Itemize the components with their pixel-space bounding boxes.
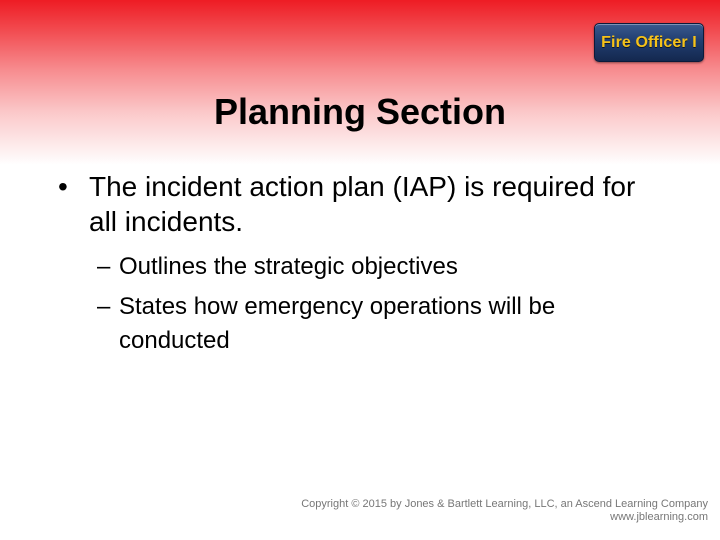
bullet-marker: • — [58, 171, 68, 202]
copyright-footer — [301, 498, 708, 524]
bullet-text: The incident action plan (IAP) is required for all incidents. — [89, 171, 636, 237]
sub-bullet-marker: – — [97, 293, 111, 320]
slide-title: Planning Section — [213, 91, 507, 132]
sub-bullet-marker: – — [97, 253, 111, 280]
sub-bullet-item — [97, 250, 657, 284]
copyright-text: Copyright © 2015 by Jones & Bartlett Learning, LLC, an Ascend Learning Company — [301, 498, 708, 510]
bullet-item — [58, 169, 658, 239]
sub-bullet-item — [97, 290, 657, 358]
publisher-url: www.jblearning.com — [610, 511, 708, 523]
course-badge — [594, 23, 704, 62]
course-badge-label: Fire Officer I — [601, 33, 697, 51]
sub-bullet-text: States how emergency operations will be conducted — [119, 293, 556, 354]
sub-bullet-text: Outlines the strategic objectives — [119, 253, 458, 280]
